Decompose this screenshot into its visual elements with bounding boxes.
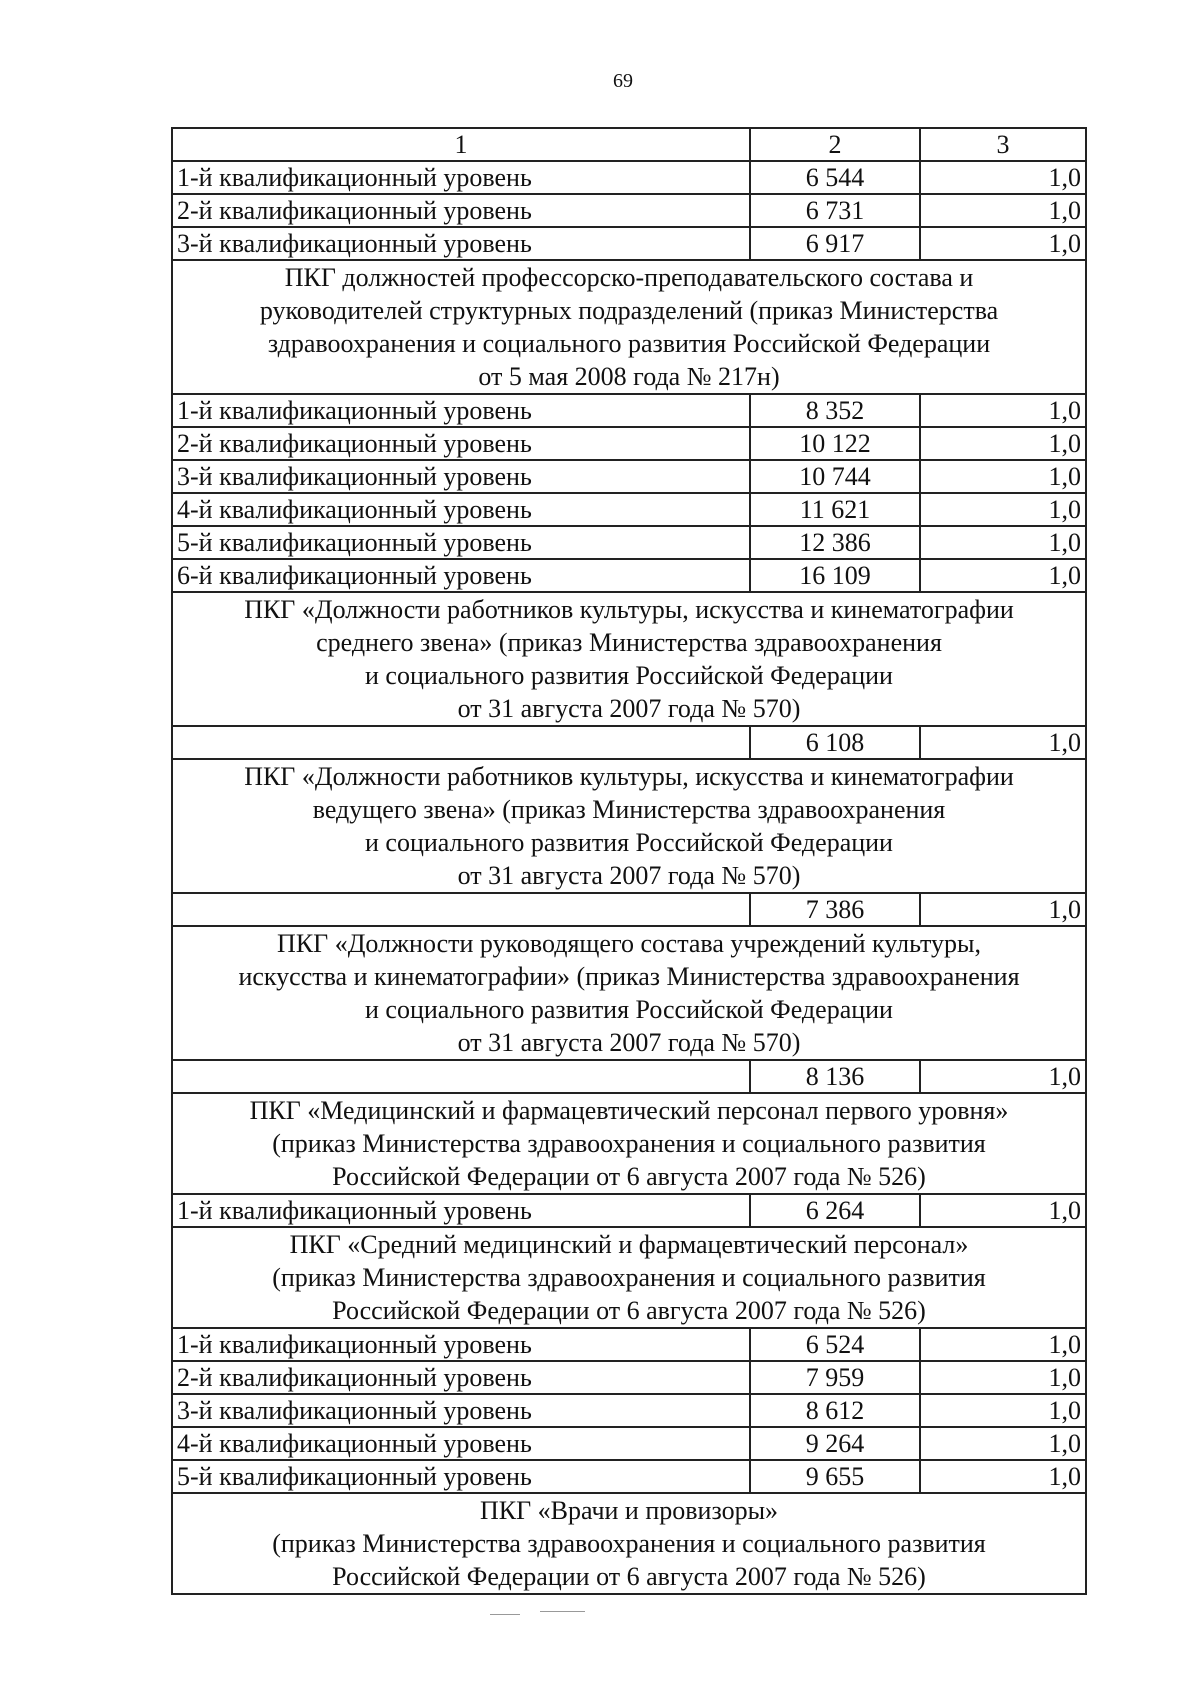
salary-cell: 6 731 bbox=[750, 194, 920, 227]
group-title-row bbox=[172, 592, 1086, 726]
salary-cell: 6 917 bbox=[750, 227, 920, 260]
table-row bbox=[172, 427, 1086, 460]
salary-cell: 12 386 bbox=[750, 526, 920, 559]
table-row bbox=[172, 1361, 1086, 1394]
group-title bbox=[172, 759, 1086, 893]
group-title-row bbox=[172, 1227, 1086, 1328]
group-title-row bbox=[172, 1493, 1086, 1594]
coefficient-cell: 1,0 bbox=[920, 1060, 1086, 1093]
group-title-line: и социального развития Российской Федерации bbox=[365, 661, 893, 690]
group-title-line: и социального развития Российской Федерации bbox=[365, 828, 893, 857]
level-cell: 5-й квалификационный уровень bbox=[172, 526, 750, 559]
level-cell: 6-й квалификационный уровень bbox=[172, 559, 750, 592]
group-title-line: (приказ Министерства здравоохранения и социального развития bbox=[272, 1529, 986, 1558]
group-title-line: ведущего звена» (приказ Министерства здравоохранения bbox=[312, 795, 946, 824]
group-title-line: ПКГ «Врачи и провизоры» bbox=[479, 1496, 779, 1525]
group-title-line: и социального развития Российской Федерации bbox=[365, 995, 893, 1024]
group-title-line: Российской Федерации от 6 августа 2007 года № 526) bbox=[332, 1296, 926, 1325]
group-title-line: среднего звена» (приказ Министерства здравоохранения bbox=[316, 628, 942, 657]
salary-table bbox=[171, 127, 1087, 1595]
header-cell-3: 3 bbox=[920, 128, 1086, 161]
table-row bbox=[172, 194, 1086, 227]
table-row bbox=[172, 893, 1086, 926]
group-title-line: искусства и кинематографии» (приказ Министерства здравоохранения bbox=[238, 962, 1020, 991]
coefficient-cell: 1,0 bbox=[920, 227, 1086, 260]
coefficient-cell: 1,0 bbox=[920, 194, 1086, 227]
scan-mark bbox=[540, 1611, 585, 1612]
salary-cell: 7 386 bbox=[750, 893, 920, 926]
salary-cell: 8 352 bbox=[750, 394, 920, 427]
group-title-line: ПКГ «Медицинский и фармацевтический персонал первого уровня» bbox=[249, 1096, 1009, 1125]
header-cell-2: 2 bbox=[750, 128, 920, 161]
level-cell: 1-й квалификационный уровень bbox=[172, 394, 750, 427]
group-title-line: от 5 мая 2008 года № 217н) bbox=[478, 362, 780, 391]
group-title bbox=[172, 260, 1086, 394]
group-title-line: Российской Федерации от 6 августа 2007 года № 526) bbox=[332, 1562, 926, 1591]
level-cell: 5-й квалификационный уровень bbox=[172, 1460, 750, 1493]
salary-cell: 6 524 bbox=[750, 1328, 920, 1361]
salary-cell: 8 136 bbox=[750, 1060, 920, 1093]
coefficient-cell: 1,0 bbox=[920, 1361, 1086, 1394]
coefficient-cell: 1,0 bbox=[920, 493, 1086, 526]
table-row bbox=[172, 493, 1086, 526]
group-title-line: ПКГ должностей профессорско-преподавательского состава и bbox=[284, 263, 974, 292]
level-cell: 3-й квалификационный уровень bbox=[172, 1394, 750, 1427]
group-title-line: (приказ Министерства здравоохранения и социального развития bbox=[272, 1263, 986, 1292]
group-title bbox=[172, 1093, 1086, 1194]
coefficient-cell: 1,0 bbox=[920, 1394, 1086, 1427]
group-title bbox=[172, 926, 1086, 1060]
salary-cell: 9 655 bbox=[750, 1460, 920, 1493]
group-title-row bbox=[172, 260, 1086, 394]
page-number: 69 bbox=[613, 70, 633, 92]
table-row bbox=[172, 1394, 1086, 1427]
level-cell: 1-й квалификационный уровень bbox=[172, 1328, 750, 1361]
table-row bbox=[172, 526, 1086, 559]
level-cell bbox=[172, 893, 750, 926]
coefficient-cell: 1,0 bbox=[920, 1194, 1086, 1227]
table-row bbox=[172, 161, 1086, 194]
table-row bbox=[172, 559, 1086, 592]
level-cell: 1-й квалификационный уровень bbox=[172, 161, 750, 194]
coefficient-cell: 1,0 bbox=[920, 161, 1086, 194]
coefficient-cell: 1,0 bbox=[920, 893, 1086, 926]
salary-cell: 11 621 bbox=[750, 493, 920, 526]
group-title bbox=[172, 592, 1086, 726]
table-row bbox=[172, 394, 1086, 427]
coefficient-cell: 1,0 bbox=[920, 394, 1086, 427]
group-title bbox=[172, 1227, 1086, 1328]
group-title-line: ПКГ «Должности работников культуры, искусства и кинематографии bbox=[244, 762, 1014, 791]
level-cell: 4-й квалификационный уровень bbox=[172, 1427, 750, 1460]
level-cell: 2-й квалификационный уровень bbox=[172, 427, 750, 460]
group-title-line: здравоохранения и социального развития Российской Федерации bbox=[267, 329, 991, 358]
group-title-line: ПКГ «Должности работников культуры, искусства и кинематографии bbox=[244, 595, 1014, 624]
salary-cell: 7 959 bbox=[750, 1361, 920, 1394]
level-cell: 3-й квалификационный уровень bbox=[172, 460, 750, 493]
coefficient-cell: 1,0 bbox=[920, 526, 1086, 559]
level-cell: 2-й квалификационный уровень bbox=[172, 1361, 750, 1394]
coefficient-cell: 1,0 bbox=[920, 1460, 1086, 1493]
table-row bbox=[172, 460, 1086, 493]
table-row bbox=[172, 227, 1086, 260]
coefficient-cell: 1,0 bbox=[920, 559, 1086, 592]
group-title-row bbox=[172, 1093, 1086, 1194]
scan-mark bbox=[490, 1614, 520, 1615]
table-row bbox=[172, 1060, 1086, 1093]
group-title-line: от 31 августа 2007 года № 570) bbox=[457, 1028, 801, 1057]
group-title-line: Российской Федерации от 6 августа 2007 года № 526) bbox=[332, 1162, 926, 1191]
group-title-row bbox=[172, 926, 1086, 1060]
table-row bbox=[172, 726, 1086, 759]
salary-cell: 9 264 bbox=[750, 1427, 920, 1460]
level-cell: 2-й квалификационный уровень bbox=[172, 194, 750, 227]
coefficient-cell: 1,0 bbox=[920, 460, 1086, 493]
salary-cell: 10 744 bbox=[750, 460, 920, 493]
group-title-line: от 31 августа 2007 года № 570) bbox=[457, 861, 801, 890]
group-title-line: от 31 августа 2007 года № 570) bbox=[457, 694, 801, 723]
group-title-line: руководителей структурных подразделений (приказ Министерства bbox=[259, 296, 999, 325]
table-row bbox=[172, 1427, 1086, 1460]
group-title bbox=[172, 1493, 1086, 1594]
level-cell bbox=[172, 726, 750, 759]
header-cell-1: 1 bbox=[172, 128, 750, 161]
table-row bbox=[172, 1328, 1086, 1361]
salary-cell: 6 264 bbox=[750, 1194, 920, 1227]
salary-cell: 8 612 bbox=[750, 1394, 920, 1427]
group-title-line: (приказ Министерства здравоохранения и социального развития bbox=[272, 1129, 986, 1158]
coefficient-cell: 1,0 bbox=[920, 1427, 1086, 1460]
table-row bbox=[172, 1460, 1086, 1493]
level-cell: 3-й квалификационный уровень bbox=[172, 227, 750, 260]
coefficient-cell: 1,0 bbox=[920, 726, 1086, 759]
salary-cell: 10 122 bbox=[750, 427, 920, 460]
level-cell: 1-й квалификационный уровень bbox=[172, 1194, 750, 1227]
salary-cell: 6 544 bbox=[750, 161, 920, 194]
group-title-line: ПКГ «Должности руководящего состава учреждений культуры, bbox=[277, 929, 981, 958]
group-title-line: ПКГ «Средний медицинский и фармацевтический персонал» bbox=[289, 1230, 969, 1259]
table-body bbox=[172, 128, 1086, 1594]
level-cell bbox=[172, 1060, 750, 1093]
header-row bbox=[172, 128, 1086, 161]
level-cell: 4-й квалификационный уровень bbox=[172, 493, 750, 526]
salary-cell: 6 108 bbox=[750, 726, 920, 759]
coefficient-cell: 1,0 bbox=[920, 427, 1086, 460]
coefficient-cell: 1,0 bbox=[920, 1328, 1086, 1361]
salary-cell: 16 109 bbox=[750, 559, 920, 592]
group-title-row bbox=[172, 759, 1086, 893]
table-row bbox=[172, 1194, 1086, 1227]
